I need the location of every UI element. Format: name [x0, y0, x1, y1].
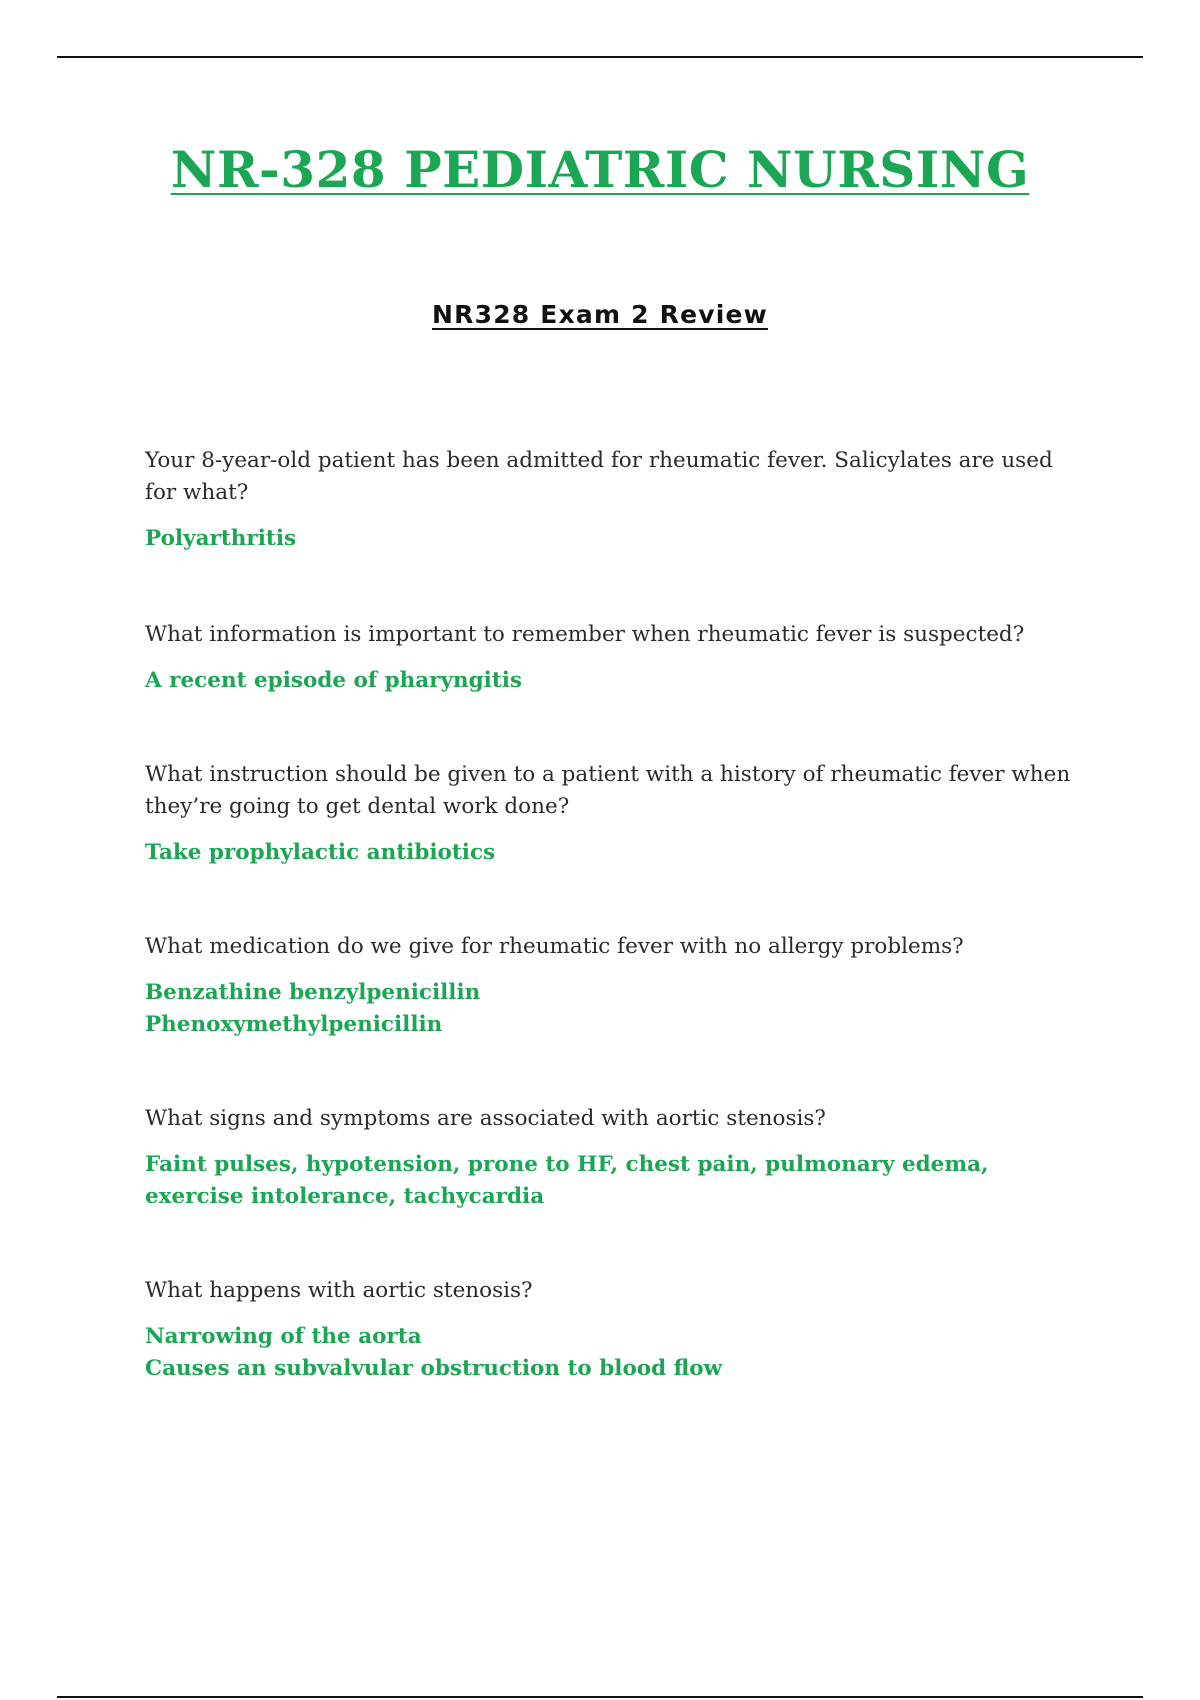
qa-item [145, 1275, 1085, 1385]
question-text: What signs and symptoms are associated with aortic stenosis? [145, 1106, 826, 1131]
document-subtitle [0, 300, 1200, 329]
qa-item [145, 619, 1085, 697]
footer-rule [57, 1696, 1143, 1698]
qa-list [145, 445, 1085, 1385]
question-text: What medication do we give for rheumatic fever with no allergy problems? [145, 934, 964, 959]
answer-line: Phenoxymethylpenicillin [145, 1012, 443, 1037]
answer-line: Polyarthritis [145, 526, 297, 551]
document-title-text: NR-328 PEDIATRIC NURSING [170, 140, 1030, 199]
question-text: Your 8-year-old patient has been admitted for rheumatic fever. Salicylates are used for what? [145, 448, 1053, 505]
answer-text [145, 837, 1085, 869]
qa-item [145, 1103, 1085, 1213]
question-text: What information is important to remember when rheumatic fever is suspected? [145, 622, 1025, 647]
answer-text [145, 977, 1085, 1041]
qa-item [145, 931, 1085, 1041]
document-title [0, 140, 1200, 199]
qa-item [145, 445, 1085, 555]
answer-text [145, 1149, 1085, 1213]
answer-line: Faint pulses, hypotension, prone to HF, chest pain, pulmonary edema, exercise intolerance, tachycardia [145, 1152, 989, 1209]
question-text: What instruction should be given to a patient with a history of rheumatic fever when they’re going to get dental work done? [145, 762, 1071, 819]
document-subtitle-text: NR328 Exam 2 Review [432, 300, 768, 329]
answer-line: Causes an subvalvular obstruction to blood flow [145, 1356, 723, 1381]
header-rule [57, 56, 1143, 58]
answer-text [145, 523, 1085, 555]
qa-item [145, 759, 1085, 869]
answer-text [145, 665, 1085, 697]
answer-line: Benzathine benzylpenicillin [145, 980, 481, 1005]
answer-line: A recent episode of pharyngitis [145, 668, 523, 693]
answer-line: Narrowing of the aorta [145, 1324, 422, 1349]
answer-text [145, 1321, 1085, 1385]
question-text: What happens with aortic stenosis? [145, 1278, 533, 1303]
answer-line: Take prophylactic antibiotics [145, 840, 496, 865]
